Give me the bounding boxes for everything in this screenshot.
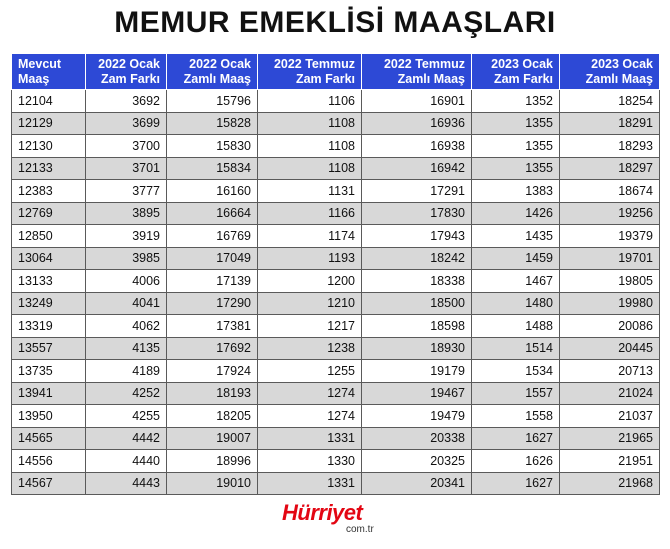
table-cell: 1435 [472,225,560,248]
column-header-line: Zam Farkı [100,71,160,86]
table-cell: 4252 [86,382,167,405]
table-cell: 21965 [560,427,660,450]
salary-table [11,53,660,495]
table-cell: 3692 [86,90,167,113]
table-cell: 19007 [167,427,258,450]
table-cell: 19379 [560,225,660,248]
table-cell: 1558 [472,405,560,428]
table-row [12,180,660,203]
table-cell: 13064 [12,247,86,270]
table-cell: 3700 [86,135,167,158]
table-row [12,90,660,113]
table-cell: 20086 [560,315,660,338]
logo-domain: com.tr [346,524,374,535]
table-cell: 21024 [560,382,660,405]
table-cell: 1200 [258,270,362,293]
table-cell: 20325 [362,450,472,473]
table-cell: 20713 [560,360,660,383]
table-cell: 1238 [258,337,362,360]
table-cell: 12383 [12,180,86,203]
column-header-line: Zam Farkı [295,71,355,86]
column-header-line: 2022 Ocak [189,56,251,71]
column-header-line: Zamlı Maaş [397,71,465,86]
table-cell: 17291 [362,180,472,203]
column-header [167,54,258,90]
table-cell: 18293 [560,135,660,158]
table-cell: 15796 [167,90,258,113]
table-row [12,112,660,135]
table-cell: 1467 [472,270,560,293]
table-cell: 17924 [167,360,258,383]
table-row [12,472,660,495]
table-cell: 17692 [167,337,258,360]
table-cell: 16160 [167,180,258,203]
table-header-row [12,54,660,90]
table-cell: 13941 [12,382,86,405]
table-cell: 3699 [86,112,167,135]
table-cell: 13557 [12,337,86,360]
table-cell: 15830 [167,135,258,158]
table-cell: 17290 [167,292,258,315]
table-cell: 16938 [362,135,472,158]
table-cell: 15834 [167,157,258,180]
table-cell: 1557 [472,382,560,405]
column-header-line: 2022 Temmuz [383,56,465,71]
table-cell: 4440 [86,450,167,473]
table-cell: 1459 [472,247,560,270]
table-row [12,382,660,405]
table-cell: 1274 [258,405,362,428]
table-cell: 20341 [362,472,472,495]
table-cell: 4041 [86,292,167,315]
table-row [12,247,660,270]
table-cell: 4006 [86,270,167,293]
table-cell: 16901 [362,90,472,113]
table-cell: 16942 [362,157,472,180]
table-cell: 19479 [362,405,472,428]
table-cell: 16936 [362,112,472,135]
column-header-line: Zamlı Maaş [183,71,251,86]
column-header-line: 2022 Ocak [98,56,160,71]
table-cell: 3919 [86,225,167,248]
table-cell: 19256 [560,202,660,225]
table-cell: 1274 [258,382,362,405]
table-cell: 4062 [86,315,167,338]
table-cell: 1210 [258,292,362,315]
table-cell: 21037 [560,405,660,428]
column-header-line: 2023 Ocak [591,56,653,71]
table-cell: 18598 [362,315,472,338]
table-cell: 3777 [86,180,167,203]
table-cell: 1355 [472,112,560,135]
column-header [472,54,560,90]
table-row [12,315,660,338]
table-cell: 12130 [12,135,86,158]
table-cell: 1131 [258,180,362,203]
column-header-line: Mevcut [18,56,62,71]
table-cell: 18205 [167,405,258,428]
table-cell: 17830 [362,202,472,225]
table-cell: 3985 [86,247,167,270]
table-cell: 1383 [472,180,560,203]
column-header-line: 2022 Temmuz [273,56,355,71]
table-cell: 19467 [362,382,472,405]
table-body [12,90,660,495]
table-cell: 1255 [258,360,362,383]
table-cell: 1626 [472,450,560,473]
table-row [12,270,660,293]
table-cell: 18291 [560,112,660,135]
table-cell: 16769 [167,225,258,248]
table-cell: 13133 [12,270,86,293]
table-cell: 1106 [258,90,362,113]
table-cell: 16664 [167,202,258,225]
table-cell: 18297 [560,157,660,180]
table-cell: 13319 [12,315,86,338]
table-cell: 1330 [258,450,362,473]
table-cell: 3701 [86,157,167,180]
table-cell: 1108 [258,112,362,135]
table-cell: 1534 [472,360,560,383]
table-cell: 1480 [472,292,560,315]
table-cell: 1331 [258,472,362,495]
table-cell: 18193 [167,382,258,405]
table-cell: 21951 [560,450,660,473]
column-header [86,54,167,90]
column-header [560,54,660,90]
table-cell: 19980 [560,292,660,315]
column-header [12,54,86,90]
table-cell: 4442 [86,427,167,450]
table-cell: 12104 [12,90,86,113]
column-header [362,54,472,90]
table-cell: 18242 [362,247,472,270]
table-row [12,450,660,473]
table-cell: 14565 [12,427,86,450]
table-cell: 12129 [12,112,86,135]
table-cell: 4443 [86,472,167,495]
table-cell: 14556 [12,450,86,473]
table-cell: 17381 [167,315,258,338]
table-cell: 1193 [258,247,362,270]
table-row [12,405,660,428]
table-cell: 12133 [12,157,86,180]
table-row [12,157,660,180]
table-row [12,360,660,383]
table-cell: 18338 [362,270,472,293]
table-cell: 13735 [12,360,86,383]
table-cell: 18674 [560,180,660,203]
table-cell: 1355 [472,157,560,180]
table-cell: 15828 [167,112,258,135]
table-cell: 19701 [560,247,660,270]
page-title: MEMUR EMEKLİSİ MAAŞLARI [114,6,556,39]
table-cell: 3895 [86,202,167,225]
table-cell: 14567 [12,472,86,495]
table-row [12,135,660,158]
table-cell: 4189 [86,360,167,383]
table-cell: 19179 [362,360,472,383]
table-cell: 19010 [167,472,258,495]
table-cell: 19805 [560,270,660,293]
table-cell: 17943 [362,225,472,248]
column-header-line: Zamlı Maaş [585,71,653,86]
table-cell: 1627 [472,427,560,450]
table-cell: 1108 [258,135,362,158]
table-row [12,292,660,315]
table-cell: 18254 [560,90,660,113]
column-header-line: Zam Farkı [493,71,553,86]
table-cell: 1514 [472,337,560,360]
table-cell: 1174 [258,225,362,248]
logo-wordmark: Hürriyet [282,500,363,525]
table-cell: 21968 [560,472,660,495]
table-row [12,225,660,248]
table-cell: 1352 [472,90,560,113]
table-cell: 18930 [362,337,472,360]
table-row [12,202,660,225]
table-cell: 1355 [472,135,560,158]
table-cell: 1488 [472,315,560,338]
table-cell: 4255 [86,405,167,428]
table-cell: 20338 [362,427,472,450]
table-cell: 18500 [362,292,472,315]
table-row [12,337,660,360]
table-row [12,427,660,450]
table-cell: 13249 [12,292,86,315]
table-cell: 4135 [86,337,167,360]
table-cell: 1331 [258,427,362,450]
column-header-line: 2023 Ocak [491,56,553,71]
table-cell: 1217 [258,315,362,338]
table-cell: 12769 [12,202,86,225]
column-header-line: Maaş [18,71,50,86]
table-cell: 18996 [167,450,258,473]
table-cell: 1627 [472,472,560,495]
table-cell: 20445 [560,337,660,360]
column-header [258,54,362,90]
table-cell: 12850 [12,225,86,248]
table-cell: 17139 [167,270,258,293]
hurriyet-logo [282,500,392,540]
table-cell: 17049 [167,247,258,270]
table-cell: 1426 [472,202,560,225]
table-cell: 1108 [258,157,362,180]
table-cell: 1166 [258,202,362,225]
table-cell: 13950 [12,405,86,428]
